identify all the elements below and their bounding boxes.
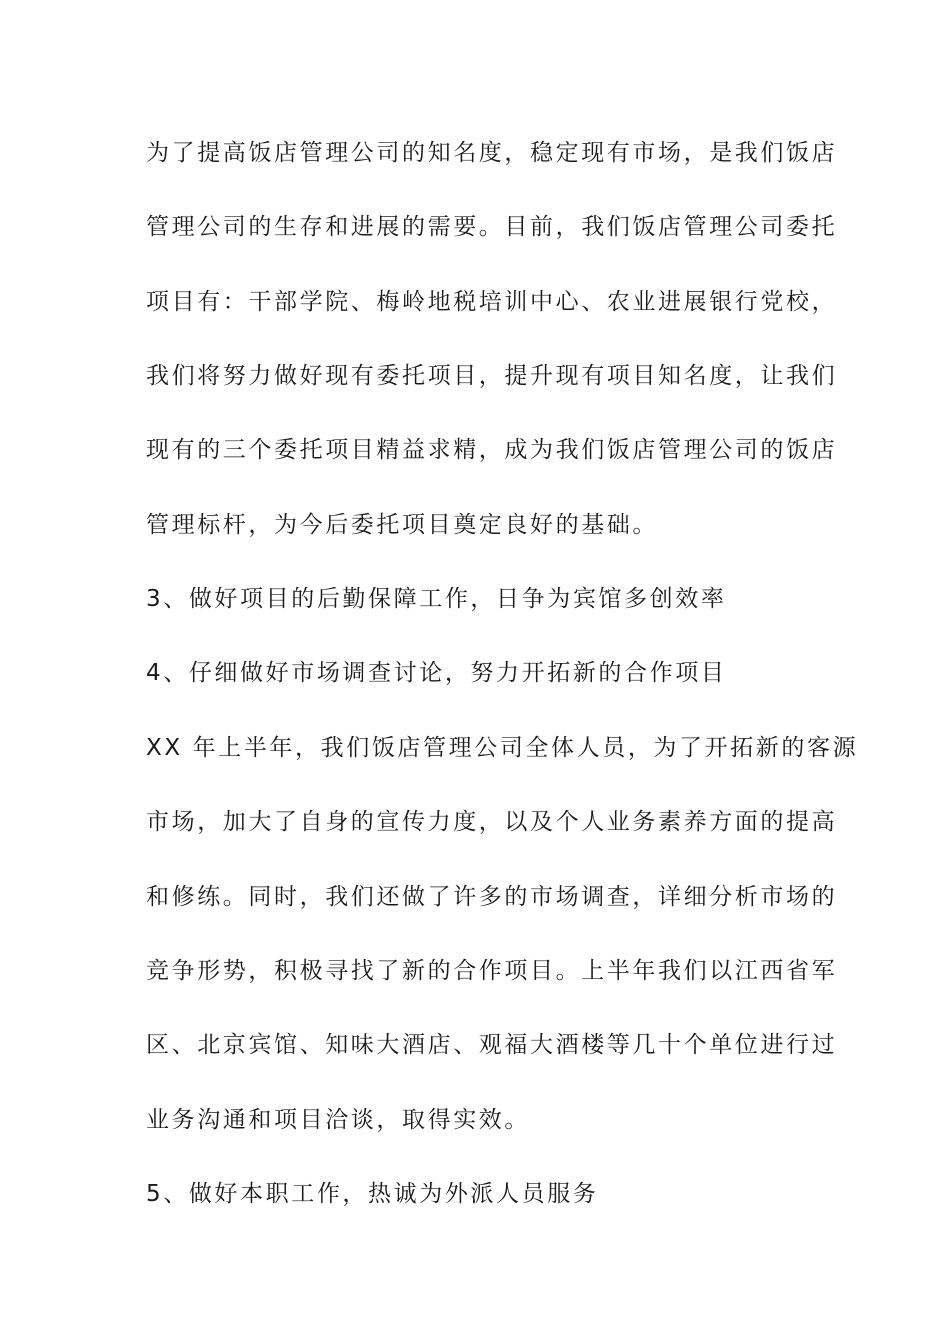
paragraph-line: 竞争形势，积极寻找了新的合作项目。上半年我们以江西省军 [146,958,838,984]
paragraph-line: 项目有：干部学院、梅岭地税培训中心、农业进展银行党校， [146,289,838,315]
section-heading-4: 4、仔细做好市场调查讨论，努力开拓新的合作项目 [146,660,727,686]
paragraph-line: 现有的三个委托项目精益求精，成为我们饭店管理公司的饭店 [146,437,838,463]
paragraph-line: 区、北京宾馆、知味大酒店、观福大酒楼等几十个单位进行过 [146,1032,838,1058]
paragraph-line: 和修练。同时，我们还做了许多的市场调查，详细分析市场的 [146,884,838,910]
paragraph-line: XX 年上半年，我们饭店管理公司全体人员，为了开拓新的客源 [146,735,859,761]
paragraph-line: 我们将努力做好现有委托项目，提升现有项目知名度，让我们 [146,363,838,389]
paragraph-line: 市场，加大了自身的宣传力度，以及个人业务素养方面的提高 [146,809,838,835]
paragraph-line: 业务沟通和项目洽谈，取得实效。 [146,1107,530,1133]
paragraph-line: 为了提高饭店管理公司的知名度，稳定现有市场，是我们饭店 [146,140,838,166]
paragraph-line: 管理标杆，为今后委托项目奠定良好的基础。 [146,512,658,538]
paragraph-line: 管理公司的生存和进展的需要。目前，我们饭店管理公司委托 [146,214,838,240]
section-heading-3: 3、做好项目的后勤保障工作，日争为宾馆多创效率 [146,586,727,612]
section-heading-5: 5、做好本职工作，热诚为外派人员服务 [146,1181,599,1207]
